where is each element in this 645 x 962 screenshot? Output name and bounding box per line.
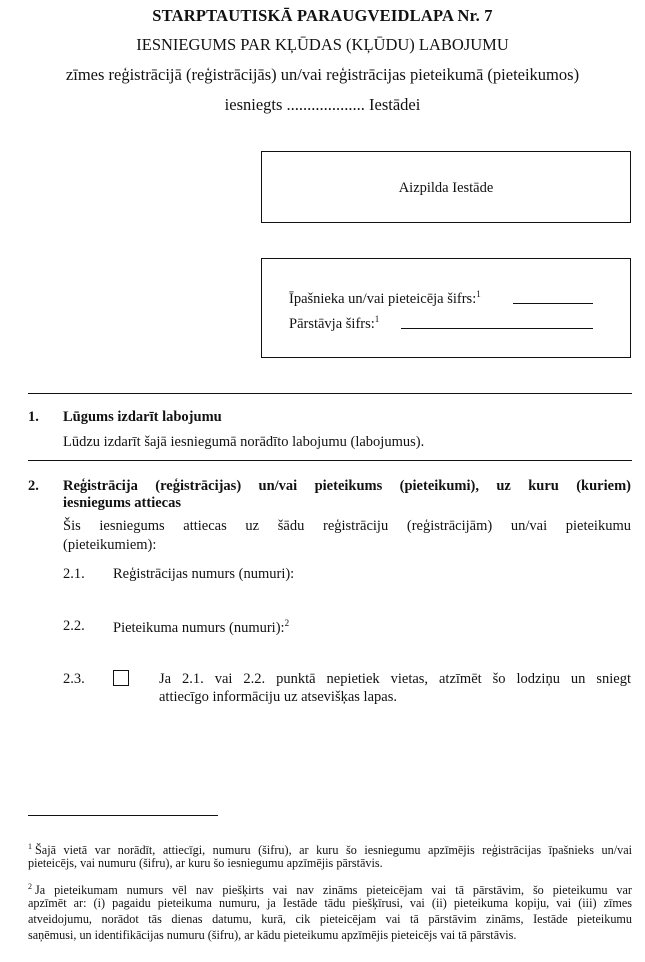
item-2-3-number: 2.3. [63,671,85,687]
section2-text: Šis iesniegums attiecas uz šādu reģistrāciju (reģistrācijām) un/vai pieteikumu [63,518,631,534]
owner-code-label-wrap [289,289,481,308]
section2-number: 2. [28,478,39,494]
office-use-label: Aizpilda Iestāde [398,180,494,196]
form-subtitle-line2: zīmes reģistrācijā (reģistrācijās) un/vai reģistrācijas pieteikumā (pieteikumos) [65,65,580,84]
codes-box [261,258,631,358]
item-2-3-label-line2: attiecīgo informāciju uz atsevišķas lapas. [159,689,397,705]
item-2-2-label-wrap [113,618,289,637]
section1-number: 1. [28,409,39,425]
section1-heading: Lūgums izdarīt labojumu [63,409,222,425]
footnote-2-mark: 2 [28,882,32,891]
footnote-1-mark: 1 [28,842,32,851]
form-subtitle: IESNIEGUMS PAR KĻŪDAS (KĻŪDU) LABOJUMU [136,35,509,54]
footnote-2-line4: saņēmusi, un identifikācijas numuru (šifru), ar kādu pieteikumu apzīmējis pieteicējs vai tā pārstāvis. [28,928,517,942]
item-2-2-number: 2.2. [63,618,85,634]
rep-code-footnote-ref: 1 [374,314,380,324]
item-2-3-label: Ja 2.1. vai 2.2. punktā nepietiek vietas, atzīmēt šo lodziņu un sniegt [159,671,631,687]
footnote-2-line2: apzīmēt ar: (i) pagaidu pieteikuma numuru, ja Iestāde tādu piešķīrusi, vai (ii) pieteikuma kopiju, vai (iii) zīmes [28,896,632,910]
office-use-box [261,151,631,223]
item-2-2-footnote-ref: 2 [284,618,290,628]
section2-heading-line2: iesniegums attiecas [63,495,181,511]
rep-code-label-wrap [289,314,379,333]
section-divider [28,460,632,461]
item-2-1-label: Reģistrācijas numurs (numuri): [113,566,295,582]
section2-text-line2: (pieteikumiem): [63,537,157,553]
owner-code-footnote-ref: 1 [476,289,481,299]
owner-code-label: Īpašnieka un/vai pieteicēja šifrs: [289,291,477,307]
form-subtitle-line3: iesniegts ................... Iestādei [224,95,421,114]
footnote-2-line3: atveidojumu, norādot tās dienas datumu, kurā, cik pieteicējam vai tā pārstāvim zināms, Iestāde pieteikumu [28,912,632,926]
section1-text: Lūdzu izdarīt šajā iesniegumā norādīto labojumu (labojumus). [63,434,425,450]
footnote-1: $^1$ Šajā vietā var norādīt, attiecīgi, numuru (šifru), ar kuru šo iesniegumu apzīmējis reģistrācijas īpašnieks un/vai [28,842,632,857]
owner-code-field[interactable] [513,303,593,304]
footnote-rule [28,815,218,816]
footnote-2: $^2$ Ja pieteikumam numurs vēl nav piešķirts vai nav zināms pieteicējam vai tā pārstāvim, šo pieteikumu var [28,882,632,897]
section2-heading: Reģistrācija (reģistrācijas) un/vai pieteikums (pieteikumi), uz kuru (kuriem) [63,478,631,494]
section-divider [28,393,632,394]
footnote-1-line2: pieteicējs, vai numuru (šifru), ar kuru šo iesniegumu apzīmējis pārstāvis. [28,856,383,870]
rep-code-label: Pārstāvja šifrs: [289,316,375,332]
item-2-2-label: Pieteikuma numurs (numuri): [113,620,285,636]
form-title: STARPTAUTISKĀ PARAUGVEIDLAPA Nr. 7 [152,6,493,25]
rep-code-field[interactable] [401,328,593,329]
insufficient-space-checkbox[interactable] [113,670,129,686]
item-2-1-number: 2.1. [63,566,85,582]
